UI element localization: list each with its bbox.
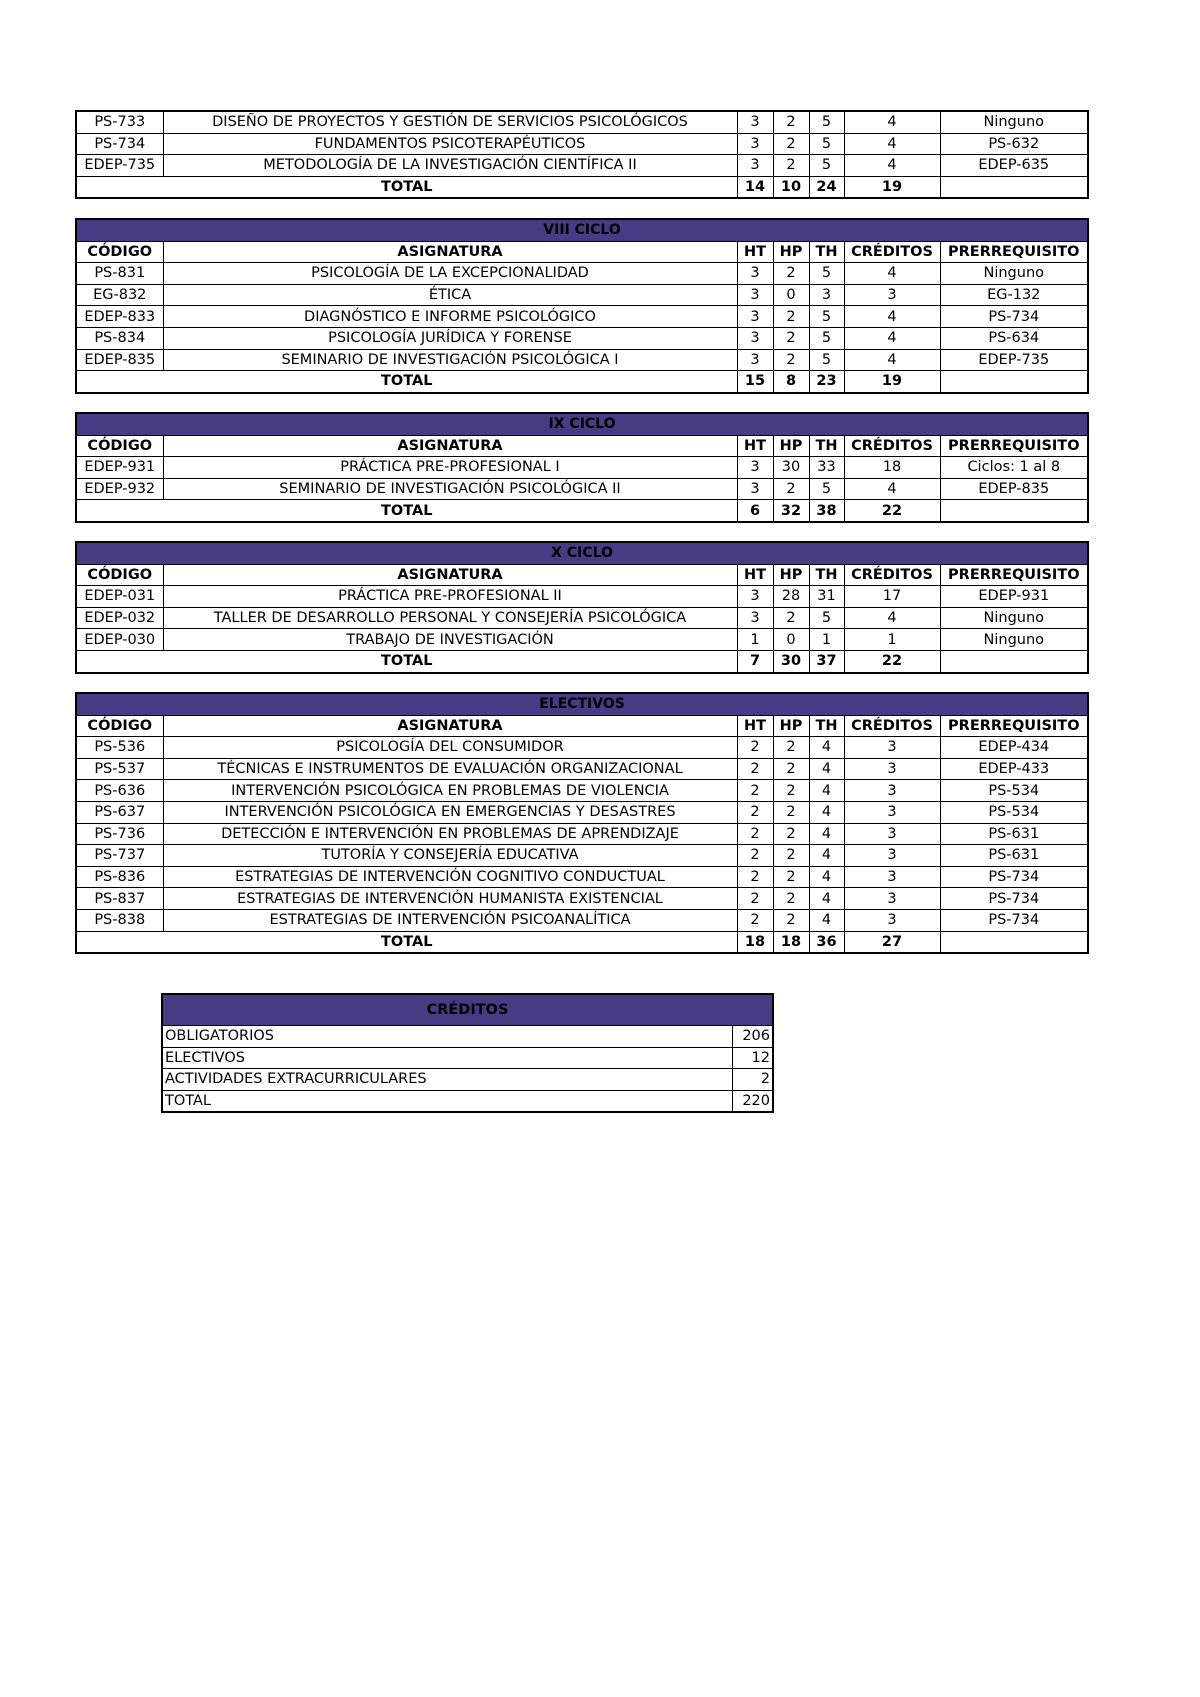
table-cell: 2 bbox=[773, 133, 809, 155]
table-cell: 3 bbox=[737, 306, 773, 328]
table-cell: 3 bbox=[844, 737, 940, 759]
table-cell: 18 bbox=[844, 457, 940, 479]
table-cell: 4 bbox=[844, 155, 940, 177]
table-cell: 2 bbox=[737, 888, 773, 910]
table-cell: 4 bbox=[844, 306, 940, 328]
total-cell: 8 bbox=[773, 371, 809, 393]
table-cell: 2 bbox=[773, 780, 809, 802]
column-header: PRERREQUISITO bbox=[940, 715, 1088, 737]
table-row bbox=[76, 133, 1088, 155]
cycle-vii-table bbox=[75, 110, 1089, 199]
table-cell: ESTRATEGIAS DE INTERVENCIÓN HUMANISTA EXISTENCIAL bbox=[163, 888, 737, 910]
table-row bbox=[76, 586, 1088, 608]
table-cell: 4 bbox=[844, 327, 940, 349]
cycle-title: IX CICLO bbox=[76, 413, 1088, 435]
table-cell: 2 bbox=[773, 306, 809, 328]
creditos-summary-table bbox=[161, 993, 774, 1113]
table-cell: 31 bbox=[809, 586, 844, 608]
table-cell: 3 bbox=[737, 478, 773, 500]
table-cell: SEMINARIO DE INVESTIGACIÓN PSICOLÓGICA I bbox=[163, 349, 737, 371]
column-header: ASIGNATURA bbox=[163, 435, 737, 457]
cycle-title: ELECTIVOS bbox=[76, 693, 1088, 715]
table-row bbox=[76, 155, 1088, 177]
table-cell: EDEP-433 bbox=[940, 758, 1088, 780]
table-row bbox=[76, 823, 1088, 845]
table-cell: EG-832 bbox=[76, 284, 163, 306]
table-row bbox=[76, 801, 1088, 823]
table-cell: DISEÑO DE PROYECTOS Y GESTIÓN DE SERVICIOS PSICOLÓGICOS bbox=[163, 111, 737, 133]
table-cell: PS-836 bbox=[76, 866, 163, 888]
total-cell: 36 bbox=[809, 931, 844, 953]
cycle-title: X CICLO bbox=[76, 542, 1088, 564]
total-cell: 10 bbox=[773, 176, 809, 198]
table-cell: 3 bbox=[737, 155, 773, 177]
column-header: HT bbox=[737, 435, 773, 457]
table-cell: 30 bbox=[773, 457, 809, 479]
table-cell: 5 bbox=[809, 111, 844, 133]
table-cell: EDEP-032 bbox=[76, 607, 163, 629]
column-header: CÓDIGO bbox=[76, 564, 163, 586]
column-header: CRÉDITOS bbox=[844, 564, 940, 586]
column-header: CRÉDITOS bbox=[844, 241, 940, 263]
table-cell: METODOLOGÍA DE LA INVESTIGACIÓN CIENTÍFICA II bbox=[163, 155, 737, 177]
table-cell: 4 bbox=[844, 478, 940, 500]
column-header: CÓDIGO bbox=[76, 435, 163, 457]
column-header-row bbox=[76, 435, 1088, 457]
table-cell: 2 bbox=[773, 758, 809, 780]
table-cell: PS-837 bbox=[76, 888, 163, 910]
table-cell: 2 bbox=[773, 823, 809, 845]
table-cell: 3 bbox=[737, 284, 773, 306]
total-cell: 24 bbox=[809, 176, 844, 198]
column-header-row bbox=[76, 564, 1088, 586]
total-row bbox=[76, 650, 1088, 672]
table-cell: 5 bbox=[809, 263, 844, 285]
table-cell: PS-536 bbox=[76, 737, 163, 759]
table-cell: 4 bbox=[844, 349, 940, 371]
table-cell: EDEP-030 bbox=[76, 629, 163, 651]
table-cell: 2 bbox=[773, 155, 809, 177]
column-header: HP bbox=[773, 564, 809, 586]
table-cell: 2 bbox=[773, 327, 809, 349]
table-cell: 3 bbox=[737, 586, 773, 608]
total-row bbox=[76, 500, 1088, 522]
total-row bbox=[76, 931, 1088, 953]
table-cell: EDEP-835 bbox=[76, 349, 163, 371]
column-header: HT bbox=[737, 241, 773, 263]
table-cell: FUNDAMENTOS PSICOTERAPÉUTICOS bbox=[163, 133, 737, 155]
table-cell: 4 bbox=[809, 866, 844, 888]
table-cell: 3 bbox=[844, 284, 940, 306]
column-header: TH bbox=[809, 241, 844, 263]
table-cell: 3 bbox=[844, 866, 940, 888]
table-cell: 2 bbox=[737, 845, 773, 867]
table-cell: 2 bbox=[737, 801, 773, 823]
table-cell: 2 bbox=[773, 801, 809, 823]
cycle-x-table bbox=[75, 541, 1089, 674]
table-cell: EDEP-735 bbox=[76, 155, 163, 177]
table-row bbox=[76, 888, 1088, 910]
column-header: HP bbox=[773, 715, 809, 737]
column-header: HP bbox=[773, 435, 809, 457]
table-cell: EDEP-835 bbox=[940, 478, 1088, 500]
table-cell: 2 bbox=[773, 866, 809, 888]
cycle-title-row bbox=[76, 413, 1088, 435]
table-row bbox=[76, 629, 1088, 651]
table-cell: EDEP-833 bbox=[76, 306, 163, 328]
table-cell: 5 bbox=[809, 607, 844, 629]
table-cell: 4 bbox=[809, 909, 844, 931]
table-cell: 3 bbox=[844, 758, 940, 780]
table-cell: 4 bbox=[809, 888, 844, 910]
table-cell: 5 bbox=[809, 349, 844, 371]
table-cell: 1 bbox=[809, 629, 844, 651]
table-cell: 2 bbox=[737, 737, 773, 759]
table-cell: 4 bbox=[844, 111, 940, 133]
total-cell: 18 bbox=[773, 931, 809, 953]
table-cell: 2 bbox=[737, 823, 773, 845]
column-header: TH bbox=[809, 564, 844, 586]
table-row bbox=[76, 349, 1088, 371]
table-cell: PS-737 bbox=[76, 845, 163, 867]
column-header: HT bbox=[737, 715, 773, 737]
table-row bbox=[76, 263, 1088, 285]
table-cell: PS-831 bbox=[76, 263, 163, 285]
table-cell: PS-734 bbox=[940, 306, 1088, 328]
table-cell: 3 bbox=[737, 133, 773, 155]
table-cell: Ciclos: 1 al 8 bbox=[940, 457, 1088, 479]
table-cell: 3 bbox=[737, 111, 773, 133]
column-header: PRERREQUISITO bbox=[940, 241, 1088, 263]
column-header: TH bbox=[809, 435, 844, 457]
table-cell: PS-537 bbox=[76, 758, 163, 780]
table-cell: PS-632 bbox=[940, 133, 1088, 155]
column-header: TH bbox=[809, 715, 844, 737]
table-cell: PS-631 bbox=[940, 845, 1088, 867]
table-cell: PS-733 bbox=[76, 111, 163, 133]
total-cell: 19 bbox=[844, 371, 940, 393]
table-cell: PS-838 bbox=[76, 909, 163, 931]
credits-value: 206 bbox=[732, 1026, 773, 1048]
total-row bbox=[76, 176, 1088, 198]
table-cell: 4 bbox=[844, 263, 940, 285]
table-cell: 3 bbox=[737, 327, 773, 349]
table-cell: Ninguno bbox=[940, 263, 1088, 285]
table-cell: 2 bbox=[773, 478, 809, 500]
table-cell: PS-734 bbox=[940, 909, 1088, 931]
table-cell: ESTRATEGIAS DE INTERVENCIÓN PSICOANALÍTICA bbox=[163, 909, 737, 931]
total-cell: 18 bbox=[737, 931, 773, 953]
total-cell: 32 bbox=[773, 500, 809, 522]
table-cell: 1 bbox=[844, 629, 940, 651]
table-cell: TÉCNICAS E INSTRUMENTOS DE EVALUACIÓN ORGANIZACIONAL bbox=[163, 758, 737, 780]
table-cell: 4 bbox=[809, 801, 844, 823]
table-cell: 0 bbox=[773, 629, 809, 651]
table-cell: 2 bbox=[773, 607, 809, 629]
table-cell: EDEP-931 bbox=[76, 457, 163, 479]
total-cell: 22 bbox=[844, 500, 940, 522]
total-cell bbox=[940, 931, 1088, 953]
table-cell: PS-734 bbox=[940, 866, 1088, 888]
table-cell: 3 bbox=[844, 780, 940, 802]
creditos-title: CRÉDITOS bbox=[162, 994, 773, 1026]
total-label: TOTAL bbox=[76, 176, 737, 198]
table-cell: PS-637 bbox=[76, 801, 163, 823]
credits-label: ELECTIVOS bbox=[162, 1047, 732, 1069]
table-cell: 4 bbox=[809, 780, 844, 802]
table-row bbox=[76, 607, 1088, 629]
table-cell: EDEP-932 bbox=[76, 478, 163, 500]
table-row bbox=[76, 737, 1088, 759]
table-cell: 4 bbox=[809, 823, 844, 845]
table-cell: PS-734 bbox=[76, 133, 163, 155]
table-cell: Ninguno bbox=[940, 111, 1088, 133]
table-row bbox=[76, 909, 1088, 931]
table-cell: Ninguno bbox=[940, 629, 1088, 651]
credits-value: 12 bbox=[732, 1047, 773, 1069]
table-cell: 3 bbox=[737, 349, 773, 371]
cycle-ix-table bbox=[75, 412, 1089, 523]
table-cell: 3 bbox=[737, 457, 773, 479]
table-cell: TRABAJO DE INVESTIGACIÓN bbox=[163, 629, 737, 651]
table-cell: 3 bbox=[737, 263, 773, 285]
table-cell: 2 bbox=[773, 888, 809, 910]
table-cell: ESTRATEGIAS DE INTERVENCIÓN COGNITIVO CONDUCTUAL bbox=[163, 866, 737, 888]
table-cell: 1 bbox=[737, 629, 773, 651]
table-cell: 2 bbox=[773, 909, 809, 931]
total-cell: 19 bbox=[844, 176, 940, 198]
table-cell: PS-634 bbox=[940, 327, 1088, 349]
cycle-title-row bbox=[76, 542, 1088, 564]
column-header: PRERREQUISITO bbox=[940, 435, 1088, 457]
table-cell: 4 bbox=[809, 845, 844, 867]
table-cell: DIAGNÓSTICO E INFORME PSICOLÓGICO bbox=[163, 306, 737, 328]
total-cell: 37 bbox=[809, 650, 844, 672]
total-cell: 7 bbox=[737, 650, 773, 672]
credits-row bbox=[162, 1047, 773, 1069]
table-cell: 5 bbox=[809, 306, 844, 328]
table-cell: 3 bbox=[844, 823, 940, 845]
column-header: HT bbox=[737, 564, 773, 586]
credits-row bbox=[162, 1069, 773, 1091]
table-cell: 5 bbox=[809, 133, 844, 155]
table-cell: 2 bbox=[773, 349, 809, 371]
table-cell: PRÁCTICA PRE-PROFESIONAL I bbox=[163, 457, 737, 479]
total-row bbox=[76, 371, 1088, 393]
table-cell: EDEP-635 bbox=[940, 155, 1088, 177]
table-cell: 2 bbox=[773, 845, 809, 867]
table-cell: PSICOLOGÍA JURÍDICA Y FORENSE bbox=[163, 327, 737, 349]
total-cell: 15 bbox=[737, 371, 773, 393]
credits-label: ACTIVIDADES EXTRACURRICULARES bbox=[162, 1069, 732, 1091]
table-cell: 4 bbox=[844, 133, 940, 155]
column-header: CRÉDITOS bbox=[844, 715, 940, 737]
column-header: CÓDIGO bbox=[76, 715, 163, 737]
table-row bbox=[76, 111, 1088, 133]
total-label: TOTAL bbox=[76, 371, 737, 393]
cycle-viii-table bbox=[75, 218, 1089, 394]
table-cell: 3 bbox=[737, 607, 773, 629]
credits-value: 220 bbox=[732, 1090, 773, 1112]
table-cell: EDEP-931 bbox=[940, 586, 1088, 608]
column-header: PRERREQUISITO bbox=[940, 564, 1088, 586]
table-cell: 5 bbox=[809, 327, 844, 349]
cycle-title-row bbox=[76, 219, 1088, 241]
table-cell: INTERVENCIÓN PSICOLÓGICA EN PROBLEMAS DE VIOLENCIA bbox=[163, 780, 737, 802]
electivos-table bbox=[75, 692, 1089, 954]
total-cell bbox=[940, 176, 1088, 198]
table-cell: 0 bbox=[773, 284, 809, 306]
table-row bbox=[76, 478, 1088, 500]
column-header: CÓDIGO bbox=[76, 241, 163, 263]
table-cell: 4 bbox=[809, 737, 844, 759]
table-cell: 2 bbox=[773, 737, 809, 759]
column-header: HP bbox=[773, 241, 809, 263]
credits-row bbox=[162, 1026, 773, 1048]
total-cell bbox=[940, 500, 1088, 522]
table-cell: TUTORÍA Y CONSEJERÍA EDUCATIVA bbox=[163, 845, 737, 867]
table-row bbox=[76, 866, 1088, 888]
column-header: ASIGNATURA bbox=[163, 241, 737, 263]
table-cell: PS-534 bbox=[940, 801, 1088, 823]
table-row bbox=[76, 457, 1088, 479]
table-row bbox=[76, 327, 1088, 349]
table-cell: Ninguno bbox=[940, 607, 1088, 629]
table-cell: 17 bbox=[844, 586, 940, 608]
total-cell bbox=[940, 650, 1088, 672]
total-cell: 14 bbox=[737, 176, 773, 198]
table-cell: 33 bbox=[809, 457, 844, 479]
table-row bbox=[76, 780, 1088, 802]
column-header: ASIGNATURA bbox=[163, 715, 737, 737]
table-cell: EDEP-031 bbox=[76, 586, 163, 608]
table-cell: PRÁCTICA PRE-PROFESIONAL II bbox=[163, 586, 737, 608]
table-cell: 2 bbox=[737, 758, 773, 780]
table-cell: 4 bbox=[809, 758, 844, 780]
column-header: CRÉDITOS bbox=[844, 435, 940, 457]
total-cell bbox=[940, 371, 1088, 393]
table-cell: PS-534 bbox=[940, 780, 1088, 802]
credits-row bbox=[162, 1090, 773, 1112]
table-cell: PSICOLOGÍA DEL CONSUMIDOR bbox=[163, 737, 737, 759]
total-label: TOTAL bbox=[76, 650, 737, 672]
table-cell: PS-631 bbox=[940, 823, 1088, 845]
credits-label: OBLIGATORIOS bbox=[162, 1026, 732, 1048]
table-cell: 2 bbox=[773, 263, 809, 285]
table-cell: 2 bbox=[737, 909, 773, 931]
table-cell: PSICOLOGÍA DE LA EXCEPCIONALIDAD bbox=[163, 263, 737, 285]
total-cell: 22 bbox=[844, 650, 940, 672]
table-row bbox=[76, 758, 1088, 780]
total-cell: 27 bbox=[844, 931, 940, 953]
table-cell: 5 bbox=[809, 478, 844, 500]
table-cell: EDEP-434 bbox=[940, 737, 1088, 759]
table-cell: PS-736 bbox=[76, 823, 163, 845]
cycle-title: VIII CICLO bbox=[76, 219, 1088, 241]
table-cell: EDEP-735 bbox=[940, 349, 1088, 371]
column-header-row bbox=[76, 715, 1088, 737]
table-cell: PS-834 bbox=[76, 327, 163, 349]
table-cell: PS-636 bbox=[76, 780, 163, 802]
total-label: TOTAL bbox=[76, 500, 737, 522]
total-cell: 38 bbox=[809, 500, 844, 522]
table-cell: 2 bbox=[737, 866, 773, 888]
table-cell: SEMINARIO DE INVESTIGACIÓN PSICOLÓGICA II bbox=[163, 478, 737, 500]
table-cell: 2 bbox=[773, 111, 809, 133]
table-cell: PS-734 bbox=[940, 888, 1088, 910]
column-header-row bbox=[76, 241, 1088, 263]
credits-label: TOTAL bbox=[162, 1090, 732, 1112]
column-header: ASIGNATURA bbox=[163, 564, 737, 586]
total-cell: 6 bbox=[737, 500, 773, 522]
total-cell: 30 bbox=[773, 650, 809, 672]
table-cell: TALLER DE DESARROLLO PERSONAL Y CONSEJERÍA PSICOLÓGICA bbox=[163, 607, 737, 629]
table-cell: 4 bbox=[844, 607, 940, 629]
table-cell: 3 bbox=[844, 888, 940, 910]
table-cell: 3 bbox=[844, 801, 940, 823]
table-row bbox=[76, 845, 1088, 867]
table-cell: 3 bbox=[844, 845, 940, 867]
table-cell: 3 bbox=[809, 284, 844, 306]
credits-value: 2 bbox=[732, 1069, 773, 1091]
table-cell: 3 bbox=[844, 909, 940, 931]
table-cell: 5 bbox=[809, 155, 844, 177]
table-cell: EG-132 bbox=[940, 284, 1088, 306]
total-label: TOTAL bbox=[76, 931, 737, 953]
total-cell: 23 bbox=[809, 371, 844, 393]
table-cell: 2 bbox=[737, 780, 773, 802]
cycle-title-row bbox=[76, 693, 1088, 715]
table-cell: DETECCIÓN E INTERVENCIÓN EN PROBLEMAS DE APRENDIZAJE bbox=[163, 823, 737, 845]
table-row bbox=[76, 306, 1088, 328]
table-row bbox=[76, 284, 1088, 306]
table-cell: ÉTICA bbox=[163, 284, 737, 306]
table-cell: INTERVENCIÓN PSICOLÓGICA EN EMERGENCIAS Y DESASTRES bbox=[163, 801, 737, 823]
table-cell: 28 bbox=[773, 586, 809, 608]
